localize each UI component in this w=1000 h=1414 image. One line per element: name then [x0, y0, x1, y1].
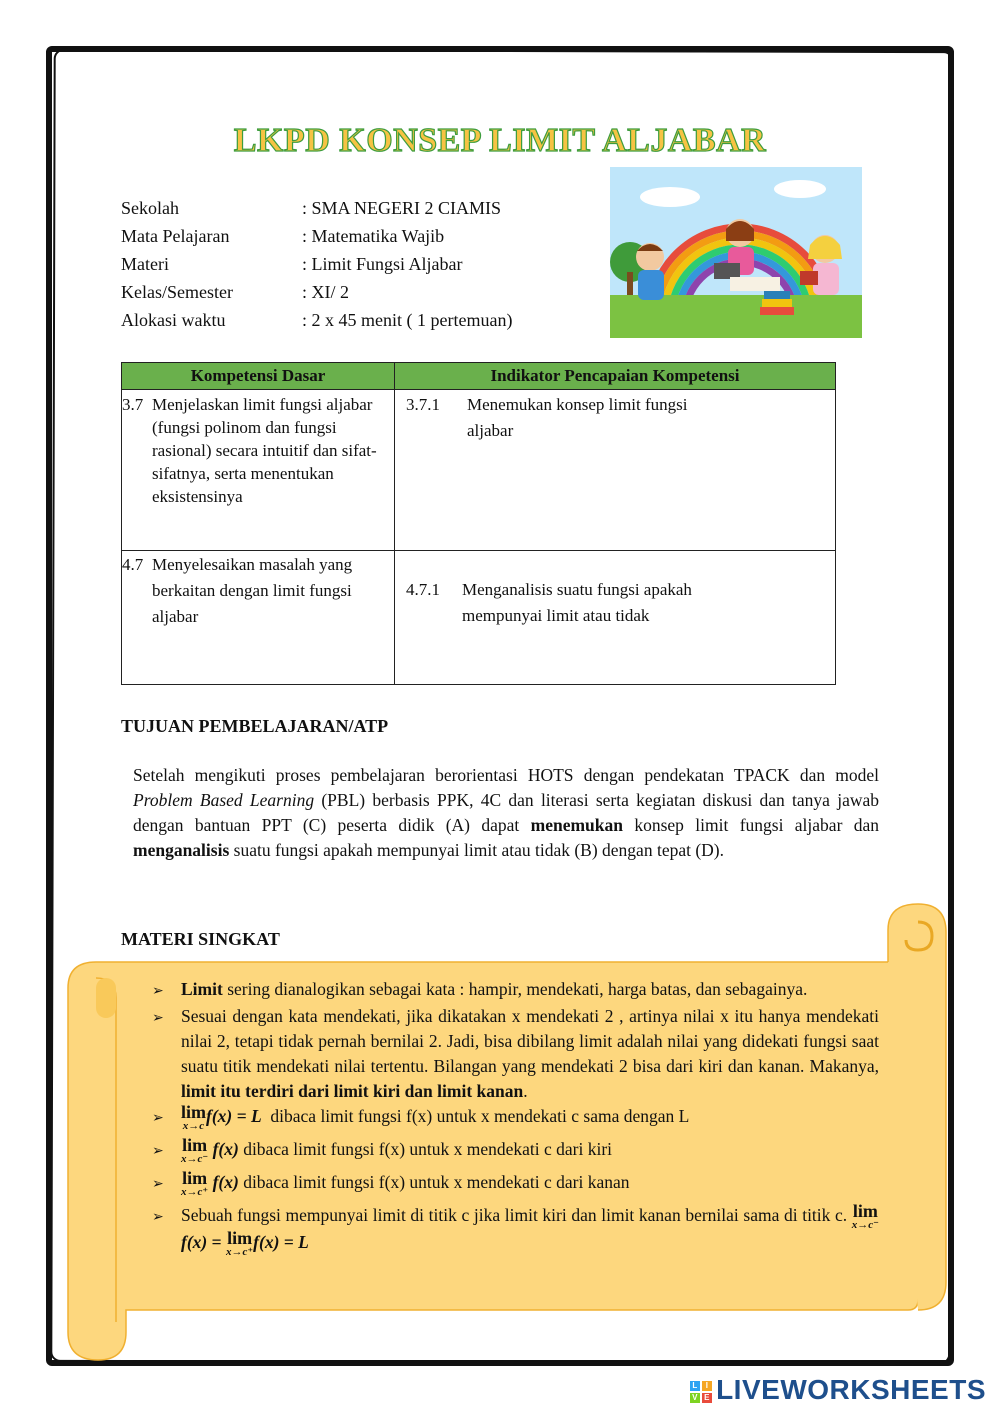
info-block [121, 194, 512, 334]
info-value: : XI/ 2 [302, 282, 349, 302]
limit-term: Limit [181, 979, 223, 999]
list-item [152, 977, 879, 1004]
info-row-materi [121, 250, 512, 278]
info-row-alokasi [121, 306, 512, 334]
tujuan-heading: TUJUAN PEMBELAJARAN/ATP [121, 716, 389, 736]
info-row-mapel [121, 222, 512, 250]
lim-symbol: lim [182, 1168, 208, 1188]
info-value: : Limit Fungsi Aljabar [302, 254, 463, 274]
lim-symbol: lim [227, 1228, 253, 1248]
kd-cell [122, 390, 395, 551]
info-label: Kelas/Semester [121, 282, 233, 302]
item-text: dibaca limit fungsi f(x) untuk x mendekati c dari kanan [243, 1172, 630, 1192]
info-row-sekolah [121, 194, 512, 222]
kd-text: Menjelaskan limit fungsi aljabar (fungsi polinom dan fungsi rasional) secara intuitif dan sifat-sifatnya, serta menentukan eksistensinya [152, 395, 377, 506]
competency-table [121, 362, 836, 685]
tujuan-text: Setelah mengikuti proses pembelajaran berorientasi HOTS dengan pendekatan TPACK dan model [133, 765, 879, 785]
lim-subscript: x→c [182, 1120, 205, 1132]
item-bold: limit itu terdiri dari limit kiri dan limit kanan [181, 1081, 524, 1101]
limit-expression [181, 1137, 208, 1164]
list-item [152, 1137, 879, 1170]
table-row [122, 390, 836, 551]
limit-expression [181, 1170, 208, 1197]
ipk-cell [395, 551, 836, 685]
tujuan-bold: menemukan [530, 815, 623, 835]
info-label: Alokasi waktu [121, 310, 226, 330]
lim-subscript: x→c⁺ [181, 1186, 209, 1198]
ipk-cell [395, 390, 836, 551]
math-expression: f(x) = L [206, 1106, 262, 1126]
lim-subscript: x→c⁺ [225, 1246, 254, 1258]
table-header-kd: Kompetensi Dasar [122, 363, 395, 390]
lim-symbol: lim [182, 1135, 208, 1155]
tujuan-text: suatu fungsi apakah mempunyai limit atau tidak (B) dengan tepat (D). [233, 840, 725, 860]
info-row-kelas [121, 278, 512, 306]
logo-letter: L [690, 1381, 700, 1391]
ipk-number: 3.7.1 [406, 395, 440, 414]
kd-cell [122, 551, 395, 685]
lim-symbol: lim [181, 1102, 206, 1122]
kd-text: Menyelesaikan masalah yang berkaitan dengan limit fungsi aljabar [152, 555, 353, 626]
arrow-bullet-icon: ➢ [152, 1176, 164, 1192]
math-expression: f(x) [212, 1172, 239, 1192]
materi-heading: MATERI SINGKAT [121, 929, 280, 949]
arrow-bullet-icon: ➢ [152, 983, 164, 999]
lim-symbol: lim [852, 1201, 878, 1221]
limit-expression [226, 1230, 253, 1257]
limit-expression [181, 1104, 206, 1131]
logo-letter: E [702, 1393, 712, 1403]
kd-number: 4.7 [122, 555, 144, 574]
logo-letter: I [702, 1381, 712, 1391]
table-header-row [122, 363, 836, 390]
liveworksheets-logo [690, 1374, 986, 1406]
item-text: sering dianalogikan sebagai kata : hampir, mendekati, harga batas, dan sebagainya. [227, 979, 808, 999]
info-value: : 2 x 45 menit ( 1 pertemuan) [302, 310, 513, 330]
ipk-text: Menganalisis suatu fungsi apakah mempunyai limit atau tidak [462, 580, 692, 625]
arrow-bullet-icon: ➢ [152, 1209, 164, 1225]
kd-number: 3.7 [122, 395, 144, 414]
arrow-bullet-icon: ➢ [152, 1110, 164, 1126]
math-expression: f(x) = L [253, 1232, 309, 1252]
table-row [122, 551, 836, 685]
item-text: Sebuah fungsi mempunyai limit di titik c jika limit kiri dan limit kanan bernilai sama di titik c. [181, 1205, 848, 1225]
list-item [152, 1104, 879, 1137]
math-expression: f(x) [212, 1139, 239, 1159]
math-expression: f(x) [181, 1232, 208, 1252]
tujuan-italic: Problem Based Learning [133, 790, 315, 810]
table-header-ipk: Indikator Pencapaian Kompetensi [395, 363, 836, 390]
item-text: Sesuai dengan kata mendekati, jika dikatakan x mendekati 2 , artinya nilai x itu hanya mendekati nilai 2, tetapi tidak pernah bernilai 2. Jadi, bisa dibilang limit adalah nilai yang didekati fungsi saat suatu titik mendekati nilai tertentu. Bilangan yang mendekati 2 bisa dari kiri dan kanan. Makanya, [181, 1006, 879, 1076]
materi-list [152, 977, 879, 1257]
item-text: dibaca limit fungsi f(x) untuk x mendekati c sama dengan L [270, 1106, 690, 1126]
tujuan-text: konsep limit fungsi aljabar dan [634, 815, 880, 835]
info-label: Mata Pelajaran [121, 226, 230, 246]
ipk-text: Menemukan konsep limit fungsi aljabar [467, 395, 688, 440]
ipk-number: 4.7.1 [406, 580, 440, 599]
info-value: : Matematika Wajib [302, 226, 445, 246]
logo-letter: V [690, 1393, 700, 1403]
tujuan-text: (PBL) berbasis PPK, 4C dan literasi serta kegiatan diskusi dan tanya jawab dengan bantuan PPT (C) peserta didik (A) dapat [133, 790, 879, 835]
item-text: . [523, 1081, 528, 1101]
info-label: Sekolah [121, 198, 179, 218]
tujuan-bold: menganalisis [133, 840, 230, 860]
info-value: : SMA NEGERI 2 CIAMIS [302, 198, 502, 218]
tujuan-paragraph [133, 763, 879, 863]
liveworksheets-icon [690, 1381, 712, 1403]
brand-text: LIVEWORKSHEETS [716, 1374, 986, 1405]
kids-reading-illustration [610, 167, 862, 338]
info-label: Materi [121, 254, 169, 274]
list-item [152, 1170, 879, 1203]
lim-subscript: x→c⁻ [181, 1153, 209, 1165]
item-text: dibaca limit fungsi f(x) untuk x mendekati c dari kiri [243, 1139, 613, 1159]
equals-sign: = [211, 1232, 222, 1252]
list-item [152, 1203, 879, 1257]
page-title: LKPD KONSEP LIMIT ALJABAR [233, 122, 767, 159]
list-item [152, 1004, 879, 1104]
lim-subscript: x→c⁻ [851, 1219, 879, 1231]
limit-expression [852, 1203, 879, 1230]
arrow-bullet-icon: ➢ [152, 1143, 164, 1159]
arrow-bullet-icon: ➢ [152, 1010, 164, 1026]
